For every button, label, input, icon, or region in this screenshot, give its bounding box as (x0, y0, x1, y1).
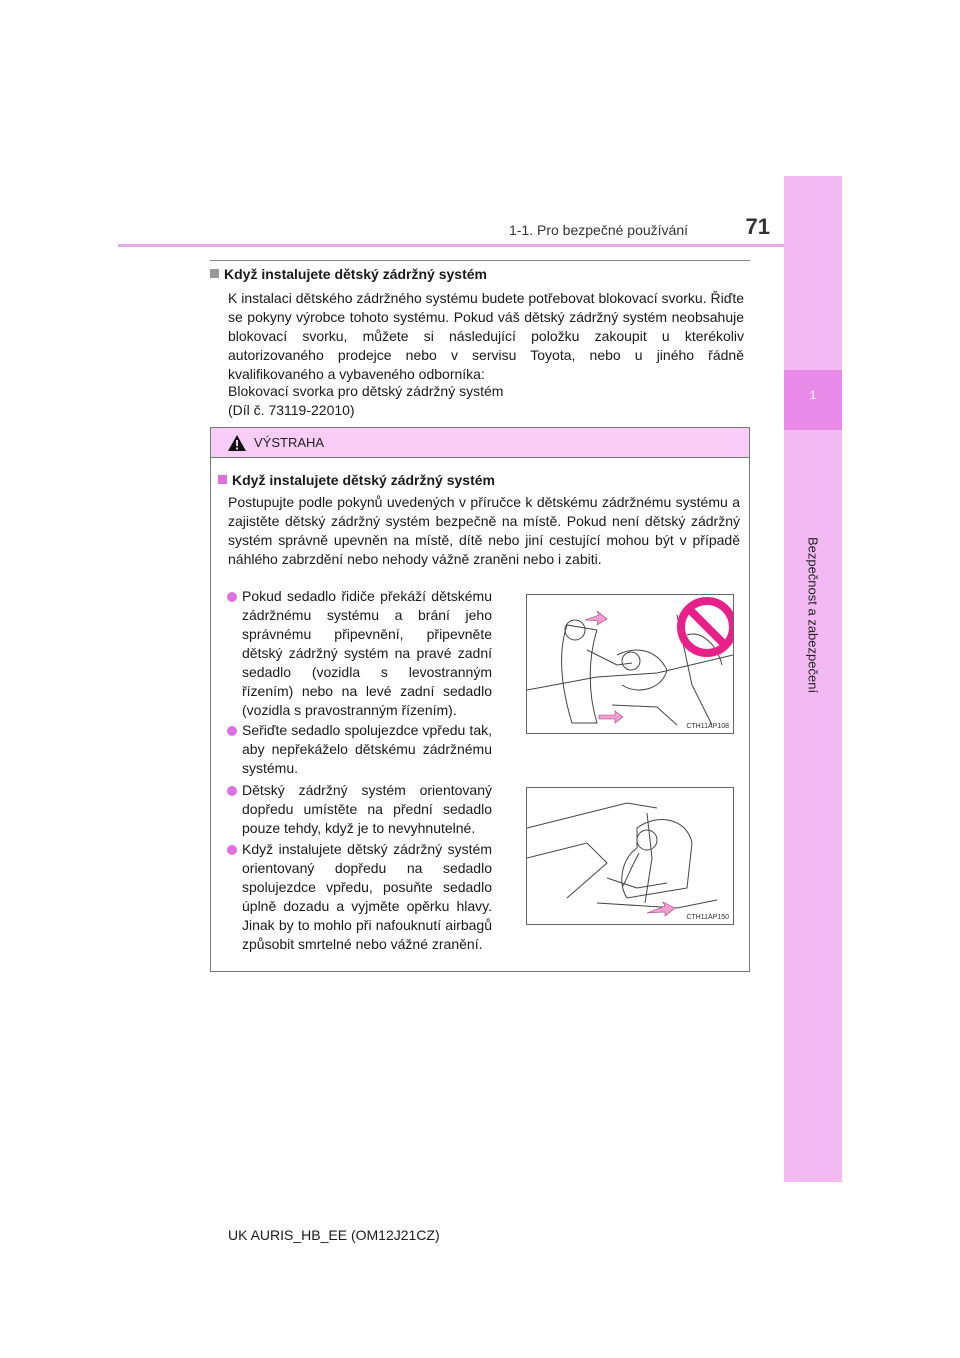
intro-divider (210, 260, 750, 261)
intro-heading-text: Když instalujete dětský zádržný systém (224, 266, 487, 282)
part-name: Blokovací svorka pro dětský zádržný systém (228, 383, 504, 399)
bullet-dot-icon (227, 726, 237, 736)
warning-bullet: Dětský zádržný systém orientovaný dopředu umístěte na přední sedadlo pouze tehdy, když je to nevyhnutelné. (242, 782, 492, 836)
figure-code: CTH11AP150 (686, 914, 729, 921)
chapter-label: Bezpečnost a zabezpečení (805, 536, 821, 694)
part-number-paragraph (228, 382, 744, 420)
bullet-dot-icon (227, 592, 237, 602)
bullet-dot-icon (227, 786, 237, 796)
intro-paragraph: K instalaci dětského zádržného systému budete potřebovat blokovací svorku. Řiďte se pokyny výrobce tohoto systému. Pokud váš dětský zádržný systém neobsahuje blokovací svorku, můžete si následující položku zakoupit u kterékoliv autorizovaného prodejce nebo v servisu Toyota, nebo u jiného řádně kvalifikovaného a vybaveného odborníka: (228, 290, 744, 382)
warning-heading-text: Když instalujete dětský zádržný systém (232, 472, 495, 488)
square-bullet-icon (218, 475, 227, 484)
warning-title: VÝSTRAHA (254, 435, 325, 450)
intro-heading (210, 266, 487, 282)
header-rule (118, 244, 786, 247)
warning-bullet: Seřiďte sedadlo spolujezdce vpředu tak, aby nepřekáželo dětskému zádržnému systému. (242, 722, 492, 776)
figure-code: CTH11AP108 (686, 723, 729, 730)
part-number: (Díl č. 73119-22010) (228, 402, 355, 418)
warning-bullet: Pokud sedadlo řidiče překáží dětskému zádržnému systému a brání jeho správnému připevnění, připevněte dětský zádržný systém na pravé zadní sedadlo (vozidla s levostranným řízením) nebo na levé zadní sedadlo (vozidla s pravostranným řízením). (242, 588, 492, 718)
document-id: UK AURIS_HB_EE (OM12J21CZ) (228, 1227, 440, 1243)
bullet-dot-icon (227, 845, 237, 855)
page-number: 71 (745, 214, 770, 239)
car-interior-illustration (527, 788, 733, 924)
prohibit-icon (681, 601, 733, 653)
warning-paragraph: Postupujte podle pokynů uvedených v příručce k dětskému zádržnému systému a zajistěte dětský zádržný systém bezpečně na místě. Pokud není dětský zádržný systém správně upevněn na místě, dítě nebo jiní cestující mohou být v případě náhlého zabrzdění nebo nehody vážně zraněni nebo i zabiti. (228, 494, 740, 567)
figure-driver-seat-obstruction (526, 594, 734, 734)
warning-heading (218, 472, 495, 488)
chapter-number: 1 (809, 388, 817, 402)
warning-bullet: Když instalujete dětský zádržný systém orientovaný dopředu na sedadlo spolujezdce vpředu, posuňte sedadlo úplně dozadu a vyjměte opěrku hlavy. Jinak by to mohlo při nafouknutí airbagů způsobit smrtelné nebo vážné zranění. (242, 841, 492, 952)
car-interior-illustration (527, 595, 733, 733)
figure-forward-facing-seat (526, 787, 734, 925)
warning-triangle-icon (227, 434, 247, 452)
section-title: 1-1. Pro bezpečné používání (508, 222, 688, 238)
square-bullet-icon (210, 269, 219, 278)
